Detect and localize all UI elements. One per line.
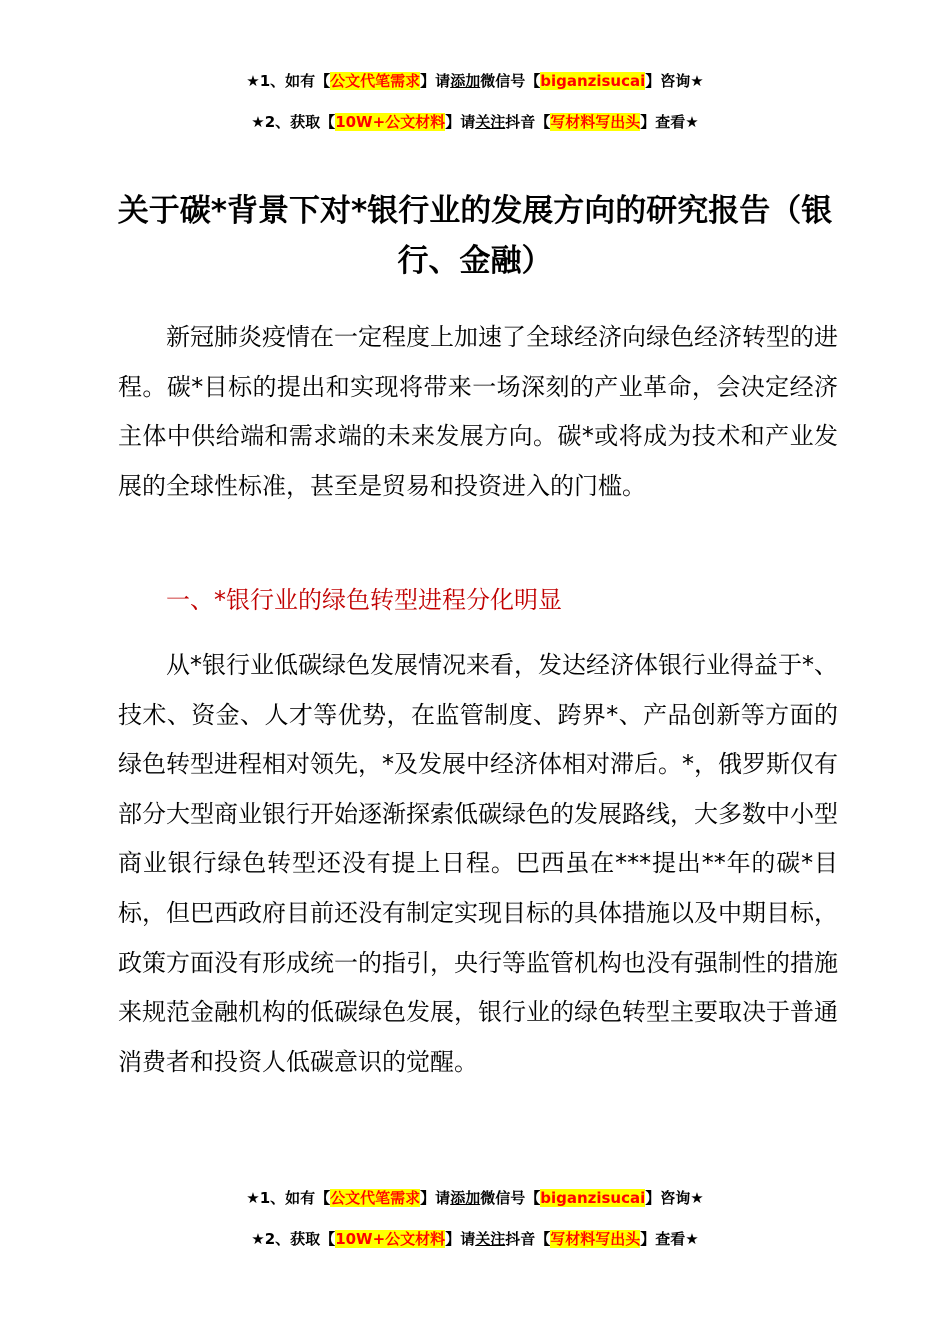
promo-line-1 (0, 70, 950, 92)
promo-highlight: 公文代笔需求 (330, 72, 421, 90)
promo-underline: 添加 (450, 1189, 481, 1207)
promo-highlight: 公文代笔需求 (330, 1189, 421, 1207)
section-body: 从*银行业低碳绿色发展情况来看，发达经济体银行业得益于*、技术、资金、人才等优势，在监管制度、跨界*、产品创新等方面的绿色转型进程相对领先，*及发展中经济体相对滞后。*，俄罗斯仅有部分大型商业银行开始逐渐探索低碳绿色的发展路线，大多数中小型商业银行绿色转型还没有提上日程。巴西虽在***提出**年的碳*目标，但巴西政府目前还没有制定实现目标的具体措施以及中期目标，政策方面没有形成统一的指引，央行等监管机构也没有强制性的措施来规范金融机构的低碳绿色发展，银行业的绿色转型主要取决于普通消费者和投资人低碳意识的觉醒。 (118, 651, 838, 1076)
intro-paragraph: 新冠肺炎疫情在一定程度上加速了全球经济向绿色经济转型的进程。碳*目标的提出和实现将带来一场深刻的产业革命，会决定经济主体中供给端和需求端的未来发展方向。碳*或将成为技术和产业发展的全球性标准，甚至是贸易和投资进入的门槛。 (118, 323, 838, 500)
promo-line-2-bottom (0, 1228, 950, 1250)
promo-text: 】请 (420, 1189, 451, 1207)
promo-text: 】查看★ (640, 113, 699, 131)
promo-line-1-bottom (0, 1187, 950, 1209)
promo-text: 微信号【 (480, 1189, 541, 1207)
promo-line-2 (0, 111, 950, 133)
promo-text: 】请 (420, 72, 451, 90)
promo-text: ★2、获取【 (251, 113, 336, 131)
promo-text: 抖音【 (505, 113, 551, 131)
document-title: 关于碳*背景下对*银行业的发展方向的研究报告（银行、金融） (117, 193, 833, 279)
promo-text: 】咨询★ (645, 72, 704, 90)
promo-text: ★1、如有【 (246, 72, 331, 90)
promo-text: 】咨询★ (645, 1189, 704, 1207)
promo-text: 抖音【 (505, 1230, 551, 1248)
promo-douyin-id: 写材料写出头 (550, 113, 641, 131)
promo-douyin-id: 写材料写出头 (550, 1230, 641, 1248)
promo-text: 】请 (445, 1230, 476, 1248)
promo-underline: 关注 (475, 1230, 506, 1248)
promo-wechat-id: biganzisucai (540, 1189, 646, 1207)
promo-text: 】请 (445, 113, 476, 131)
promo-text: 微信号【 (480, 72, 541, 90)
section-heading: 一、*银行业的绿色转型进程分化明显 (166, 586, 562, 614)
promo-wechat-id: biganzisucai (540, 72, 646, 90)
promo-highlight: 10W+公文材料 (335, 113, 446, 131)
promo-highlight: 10W+公文材料 (335, 1230, 446, 1248)
promo-underline: 添加 (450, 72, 481, 90)
promo-text: 】查看★ (640, 1230, 699, 1248)
promo-underline: 关注 (475, 113, 506, 131)
promo-text: ★1、如有【 (246, 1189, 331, 1207)
promo-text: ★2、获取【 (251, 1230, 336, 1248)
